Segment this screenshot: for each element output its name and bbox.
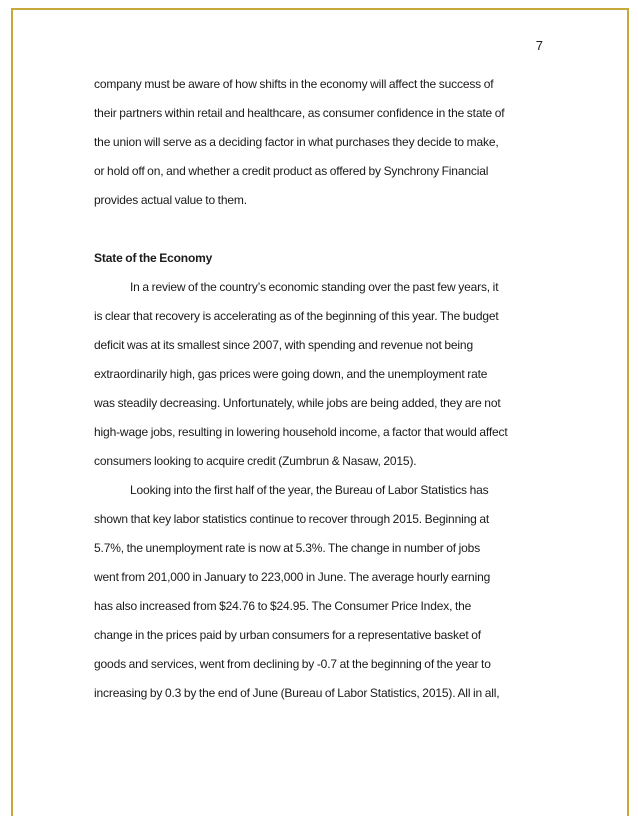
paragraph-spacer <box>94 215 548 244</box>
text-line: increasing by 0.3 by the end of June (Bureau of Labor Statistics, 2015). All in all, <box>94 686 500 700</box>
text-line: extraordinarily high, gas prices were going down, and the unemployment rate <box>94 367 488 381</box>
text-line: goods and services, went from declining by -0.7 at the beginning of the year to <box>94 657 491 671</box>
text-line: has also increased from $24.76 to $24.95. The Consumer Price Index, the <box>94 599 472 613</box>
text-line: went from 201,000 in January to 223,000 in June. The average hourly earning <box>94 570 491 584</box>
economy-paragraph-2 <box>94 476 548 708</box>
text-line: was steadily decreasing. Unfortunately, while jobs are being added, they are not <box>94 396 501 410</box>
text-line: change in the prices paid by urban consumers for a representative basket of <box>94 628 481 642</box>
text-line: Looking into the first half of the year, the Bureau of Labor Statistics has <box>130 483 489 497</box>
text-line: consumers looking to acquire credit (Zumbrun & Nasaw, 2015). <box>94 454 417 468</box>
text-line: deficit was at its smallest since 2007, with spending and revenue not being <box>94 338 473 352</box>
text-line: company must be aware of how shifts in the economy will affect the success of <box>94 77 494 91</box>
text-line: the union will serve as a deciding factor in what purchases they decide to make, <box>94 135 499 149</box>
document-body <box>94 70 548 708</box>
text-line: In a review of the country’s economic standing over the past few years, it <box>130 280 499 294</box>
page-number: 7 <box>535 38 543 53</box>
text-line: 5.7%, the unemployment rate is now at 5.3%. The change in number of jobs <box>94 541 481 555</box>
text-line: is clear that recovery is accelerating as of the beginning of this year. The budget <box>94 309 499 323</box>
text-line: shown that key labor statistics continue to recover through 2015. Beginning at <box>94 512 490 526</box>
text-line: their partners within retail and healthcare, as consumer confidence in the state of <box>94 106 505 120</box>
section-heading: State of the Economy <box>94 251 213 265</box>
text-line: high-wage jobs, resulting in lowering household income, a factor that would affect <box>94 425 508 439</box>
intro-paragraph <box>94 70 548 215</box>
economy-paragraph-1 <box>94 273 548 476</box>
text-line: provides actual value to them. <box>94 193 247 207</box>
text-line: or hold off on, and whether a credit product as offered by Synchrony Financial <box>94 164 489 178</box>
